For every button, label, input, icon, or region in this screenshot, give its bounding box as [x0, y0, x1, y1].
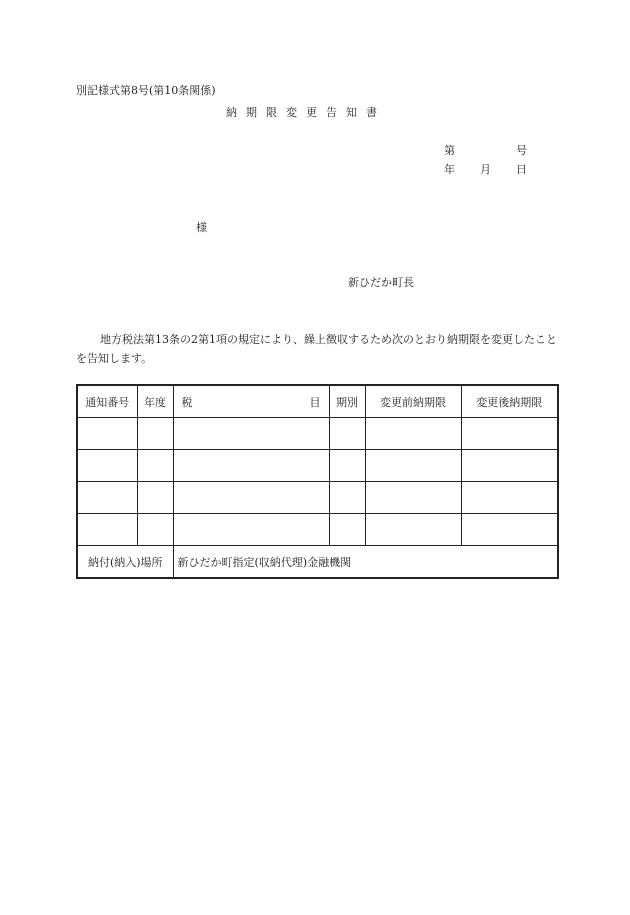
header-installment: 期別: [329, 385, 365, 418]
issuer-name: 新ひだか町長: [348, 276, 414, 289]
cell-fiscal-year: [137, 482, 173, 514]
date-year-label: 年: [444, 163, 455, 176]
document-number-suffix: 号: [516, 144, 527, 157]
table-row: [77, 450, 558, 482]
cell-fiscal-year: [137, 450, 173, 482]
cell-due-before: [365, 514, 461, 546]
cell-installment: [329, 514, 365, 546]
table-header-row: [77, 385, 558, 418]
payment-place-row: [77, 546, 558, 579]
document-number-label: 第: [444, 144, 455, 157]
cell-due-after: [461, 450, 558, 482]
cell-installment: [329, 418, 365, 450]
cell-notice-number: [77, 418, 137, 450]
form-reference: 別記様式第8号(第10条関係): [76, 84, 216, 97]
cell-tax-item: [173, 450, 329, 482]
header-due-after: 変更後納期限: [461, 385, 558, 418]
header-notice-number: 通知番号: [77, 385, 137, 418]
cell-installment: [329, 450, 365, 482]
date-month-label: 月: [480, 163, 491, 176]
cell-due-after: [461, 514, 558, 546]
header-tax-label: 税: [181, 395, 193, 409]
cell-tax-item: [173, 418, 329, 450]
header-fiscal-year: 年度: [137, 385, 173, 418]
payment-place-value: 新ひだか町指定(収納代理)金融機関: [173, 546, 558, 579]
document-title: 納期限変更告知書: [226, 106, 386, 119]
notice-table: [76, 384, 559, 579]
header-item-label: 目: [309, 395, 321, 409]
cell-due-before: [365, 482, 461, 514]
cell-notice-number: [77, 482, 137, 514]
header-tax-item: [173, 385, 329, 418]
table-row: [77, 418, 558, 450]
cell-fiscal-year: [137, 514, 173, 546]
payment-place-label: 納付(納入)場所: [77, 546, 173, 579]
date-day-label: 日: [516, 163, 527, 176]
cell-due-after: [461, 418, 558, 450]
body-text: 地方税法第13条の2第1項の規定により、繰上徴収するため次のとおり納期限を変更したことを告知します。: [76, 333, 557, 365]
cell-fiscal-year: [137, 418, 173, 450]
cell-tax-item: [173, 482, 329, 514]
table-row: [77, 482, 558, 514]
cell-notice-number: [77, 450, 137, 482]
header-due-before: 変更前納期限: [365, 385, 461, 418]
cell-due-before: [365, 418, 461, 450]
cell-installment: [329, 482, 365, 514]
cell-tax-item: [173, 514, 329, 546]
cell-due-after: [461, 482, 558, 514]
cell-notice-number: [77, 514, 137, 546]
recipient-honorific: 様: [196, 221, 207, 234]
table-row: [77, 514, 558, 546]
cell-due-before: [365, 450, 461, 482]
